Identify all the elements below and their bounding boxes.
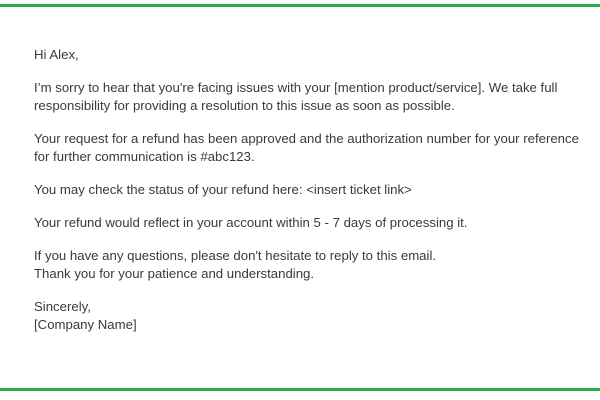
- signoff-text: Sincerely,: [34, 299, 91, 314]
- refund-approval-paragraph: Your request for a refund has been approved and the authorization number for your reference for further communication is #abc123.: [34, 131, 579, 164]
- apology-paragraph: I’m sorry to hear that you're facing issues with your [mention product/service]. We take full responsibility for providing a resolution to this issue as soon as possible.: [34, 80, 558, 113]
- closing-paragraph: [34, 247, 579, 283]
- email-greeting: Hi Alex,: [34, 47, 79, 62]
- company-name-placeholder: [Company Name]: [34, 317, 137, 332]
- email-body: [34, 46, 579, 334]
- questions-line: If you have any questions, please don't hesitate to reply to this email.: [34, 248, 437, 263]
- top-border-line: [0, 4, 600, 7]
- thanks-line: Thank you for your patience and understanding.: [34, 266, 315, 281]
- refund-timing-paragraph: Your refund would reflect in your account within 5 - 7 days of processing it.: [34, 215, 468, 230]
- refund-status-paragraph: You may check the status of your refund here: <insert ticket link>: [34, 182, 412, 197]
- signature-block: [34, 298, 579, 334]
- bottom-border-line: [0, 388, 600, 391]
